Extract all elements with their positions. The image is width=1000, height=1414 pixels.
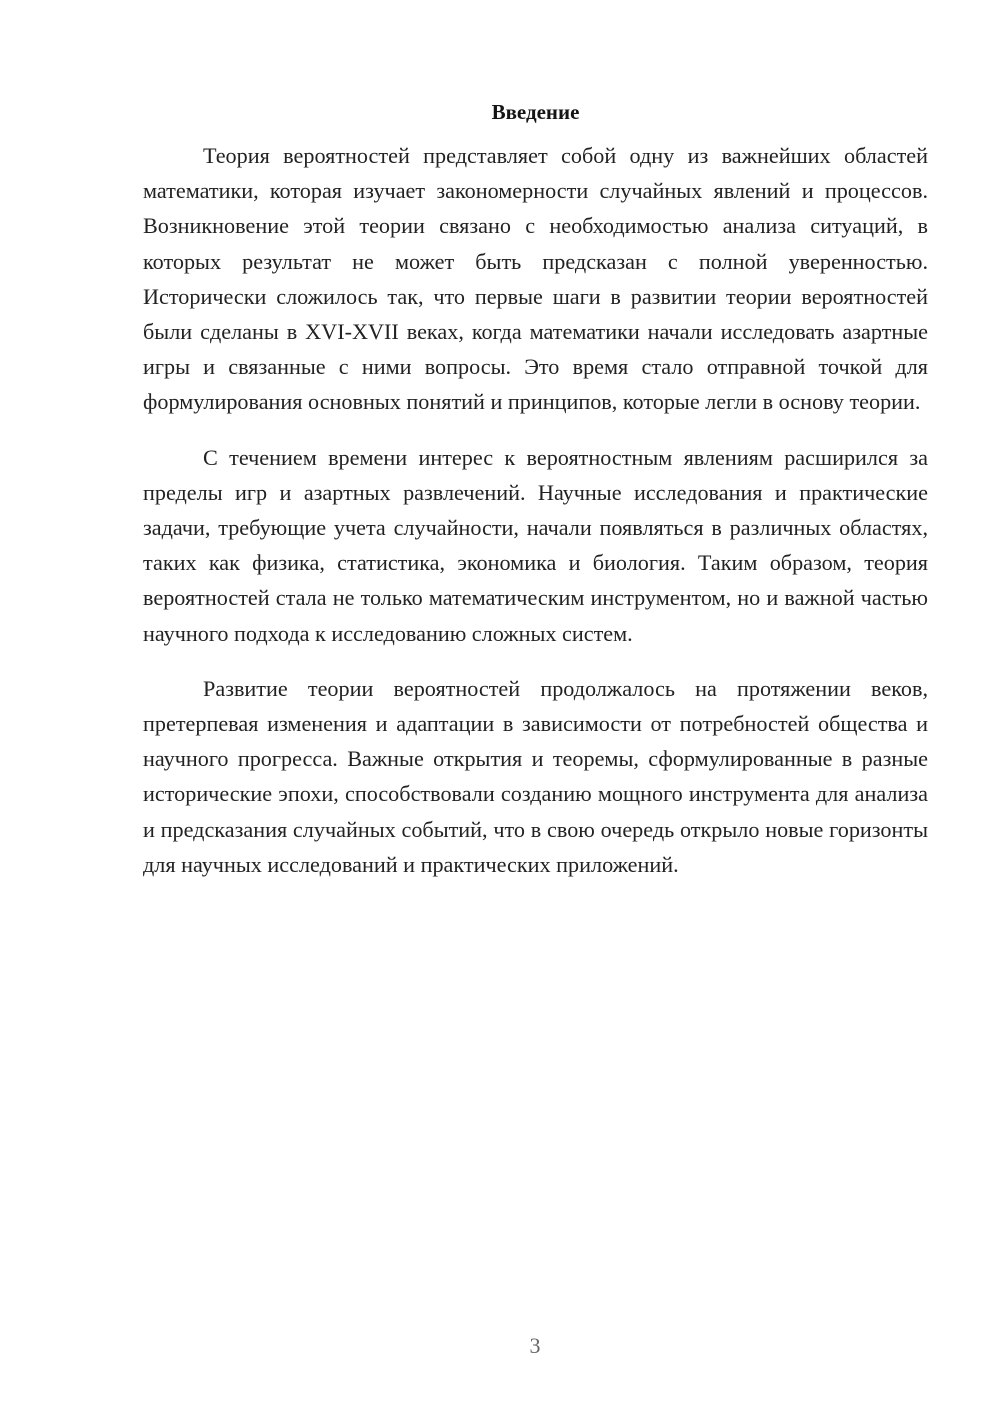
page-number: 3: [529, 1333, 541, 1358]
section-title: Введение: [491, 100, 580, 124]
paragraph-1: Теория вероятностей представляет собой одну из важнейших областей математики, которая изучает закономерности случайных явлений и процессов. Возникновение этой теории связано с необходимостью анализа ситуаций, в которых результат не может быть предсказан с полной уверенностью. Исторически сложилось так, что первые шаги в развитии теории вероятностей были сделаны в XVI-XVII веках, когда математики начали исследовать азартные игры и связанные с ними вопросы. Это время стало отправной точкой для формулирования основных понятий и принципов, которые легли в основу теории.: [143, 143, 928, 415]
page-content: [143, 98, 928, 902]
paragraph-3: Развитие теории вероятностей продолжалось на протяжении веков, претерпевая изменения и адаптации в зависимости от потребностей общества и научного прогресса. Важные открытия и теоремы, сформулированные в разные исторические эпохи, способствовали созданию мощного инструмента для анализа и предсказания случайных событий, что в свою очередь открыло новые горизонты для научных исследований и практических приложений.: [143, 675, 928, 877]
paragraph-2: С течением времени интерес к вероятностным явлениям расширился за пределы игр и азартных развлечений. Научные исследования и практические задачи, требующие учета случайности, начали появляться в различных областях, таких как физика, статистика, экономика и биология. Таким образом, теория вероятностей стала не только математическим инструментом, но и важной частью научного подхода к исследованию сложных систем.: [143, 444, 928, 646]
